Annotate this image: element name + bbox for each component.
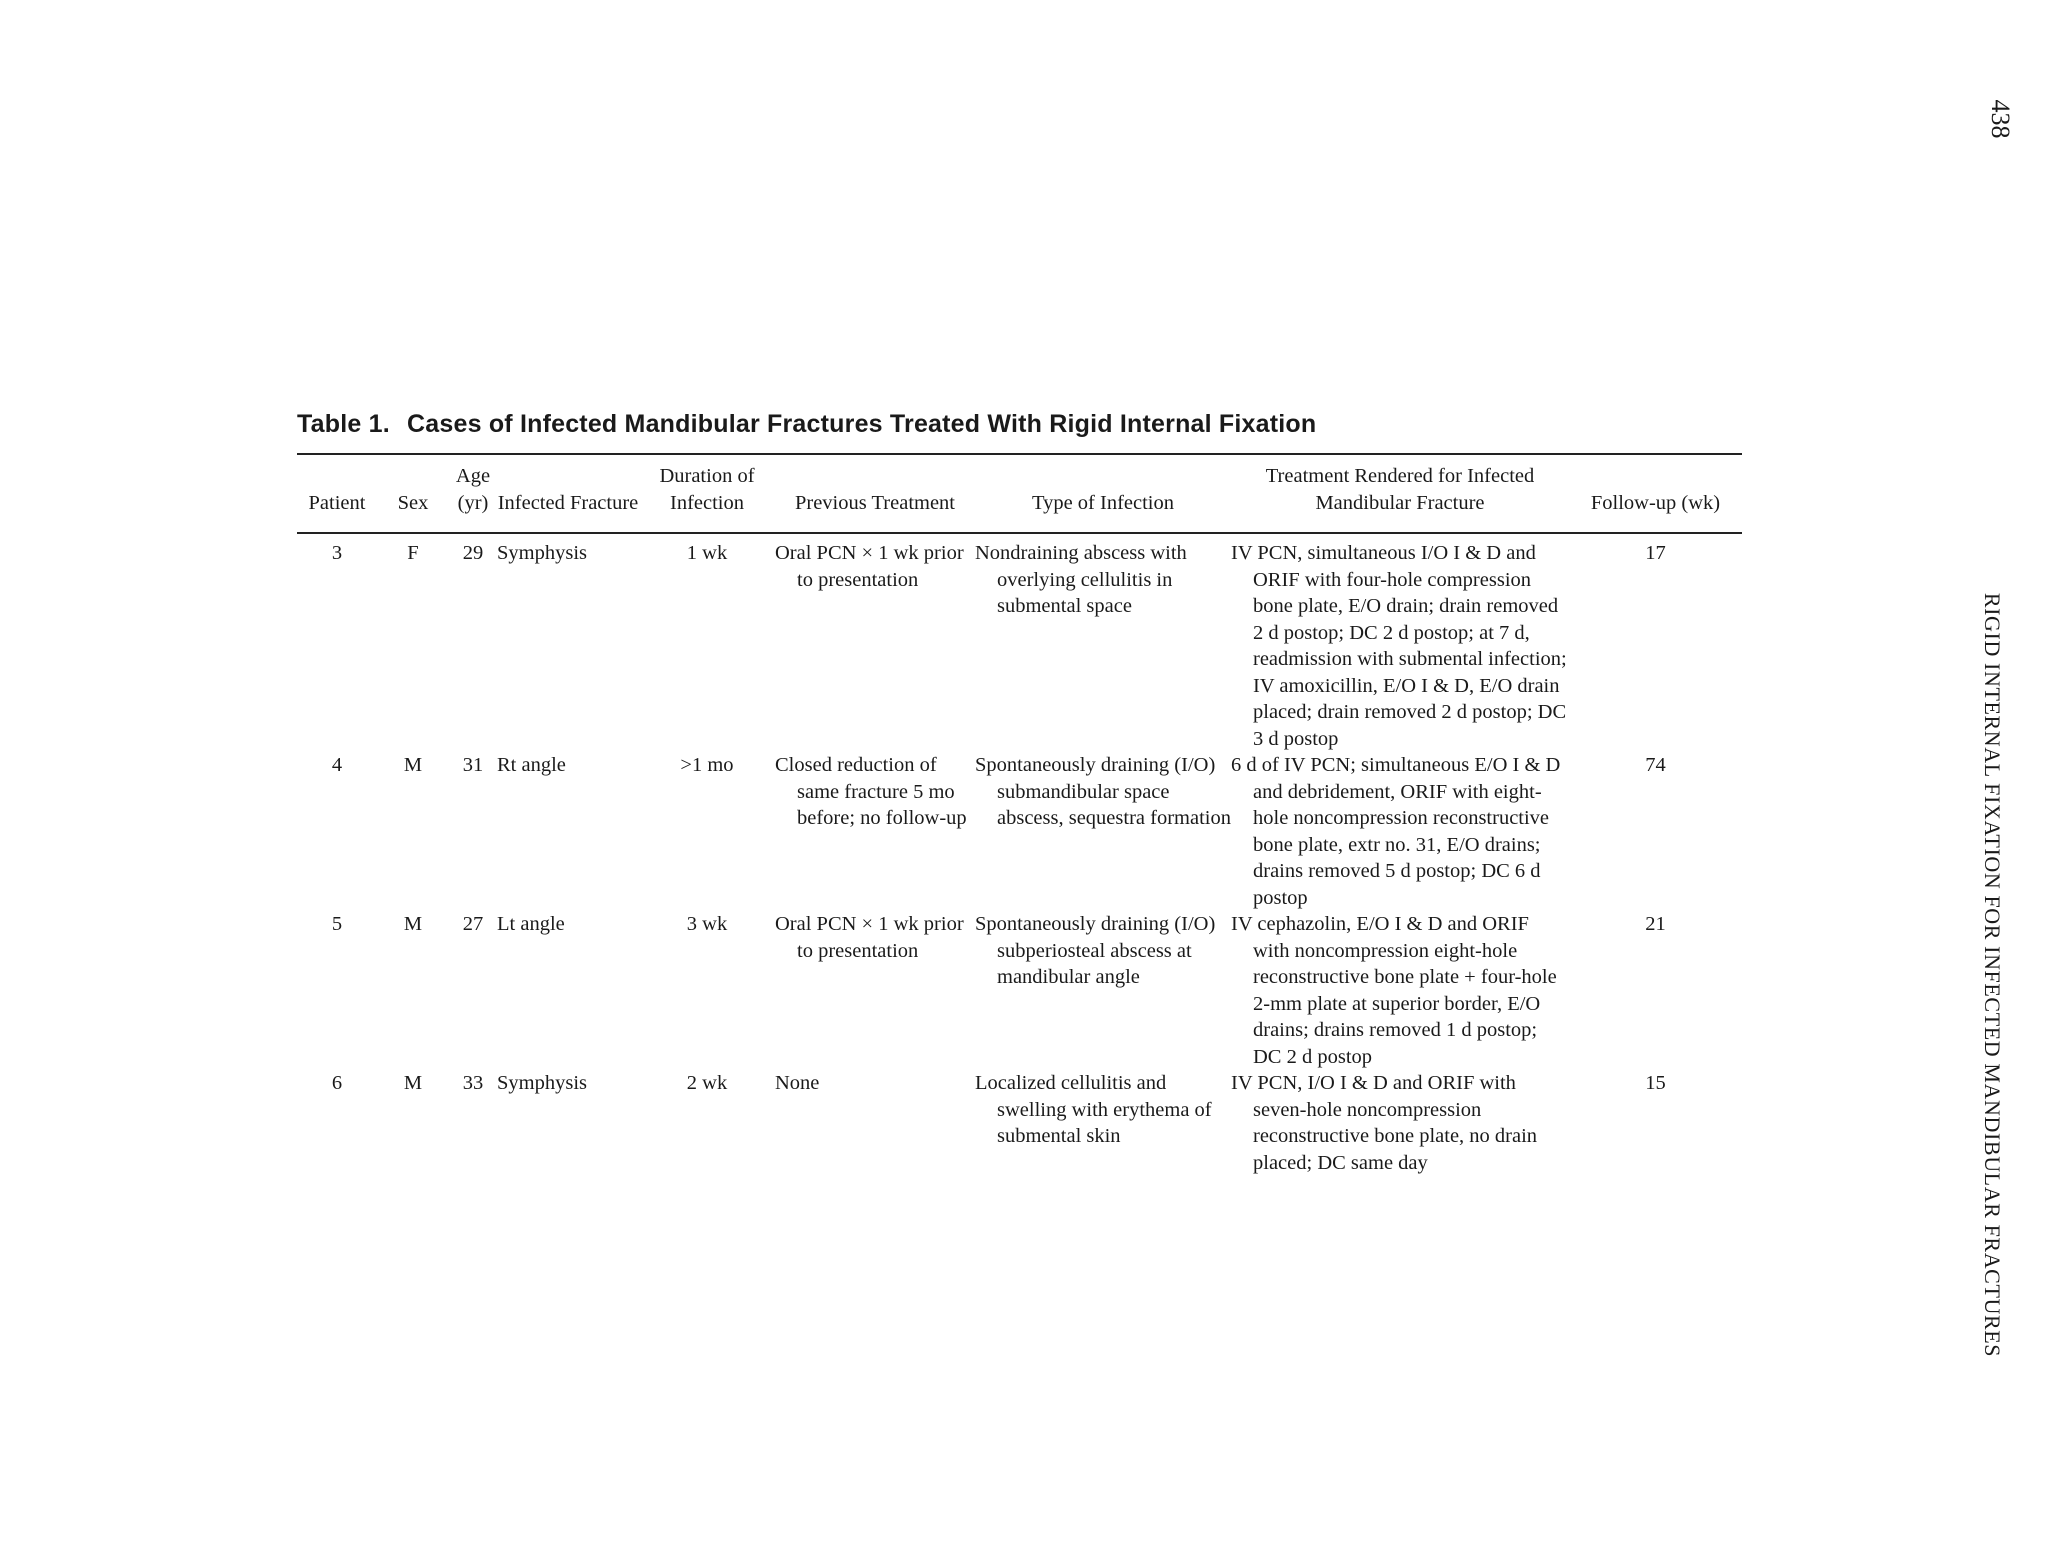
- cell-duration: >1 mo: [680, 754, 734, 776]
- cell-duration: 2 wk: [686, 1072, 728, 1094]
- cell-followup: 15: [1645, 1072, 1666, 1094]
- header-age: Age (yr): [455, 465, 491, 514]
- header-patient: Patient: [308, 491, 366, 514]
- cell-previous: None: [775, 1072, 820, 1094]
- header-duration: Duration of Infection: [659, 465, 755, 514]
- header-followup: Follow-up (wk): [1590, 491, 1721, 514]
- cell-followup: 17: [1645, 542, 1666, 564]
- cell-fracture: Symphysis: [497, 1072, 587, 1094]
- cell-infection-type: Nondraining abscess with overlying cellulitis in submental space: [975, 542, 1187, 617]
- cell-patient: 4: [331, 754, 343, 776]
- cell-previous: Closed reduction of same fracture 5 mo before; no follow-up: [775, 754, 967, 829]
- cell-followup: 74: [1645, 754, 1666, 776]
- table-title: [297, 410, 1316, 439]
- table-top-rule: [297, 453, 1742, 455]
- cell-previous: Oral PCN × 1 wk prior to presentation: [775, 913, 964, 962]
- table-row: [297, 522, 1742, 752]
- cell-patient: 3: [331, 542, 343, 564]
- cell-age: 33: [462, 1072, 484, 1094]
- page-number: 438: [1986, 99, 2015, 139]
- cases-table: [297, 462, 1742, 1176]
- cell-followup: 21: [1645, 913, 1666, 935]
- header-row: [297, 462, 1742, 522]
- table-caption: Cases of Infected Mandibular Fractures Treated With Rigid Internal Fixation: [407, 410, 1317, 438]
- table-header: [297, 462, 1742, 522]
- header-infection-type: Type of Infection: [1031, 491, 1174, 514]
- cell-age: 27: [462, 913, 484, 935]
- cell-age: 29: [462, 542, 484, 564]
- cell-duration: 1 wk: [686, 542, 728, 564]
- cell-infection-type: Spontaneously draining (I/O) submandibular space abscess, sequestra formation: [975, 754, 1231, 829]
- cell-treatment: IV PCN, simultaneous I/O I & D and ORIF with four-hole compression bone plate, E/O drain; drain removed 2 d postop; DC 2 d postop; at 7 d, readmission with submental infection; IV amoxicillin, E/O I & D, E/O drain placed; drain removed 2 d postop; DC 3 d postop: [1231, 542, 1567, 750]
- cell-duration: 3 wk: [686, 913, 728, 935]
- cell-infection-type: Spontaneously draining (I/O) subperiosteal abscess at mandibular angle: [975, 913, 1216, 988]
- cell-patient: 5: [331, 913, 343, 935]
- cell-treatment: 6 d of IV PCN; simultaneous E/O I & D and debridement, ORIF with eight-hole noncompression reconstructive bone plate, extr no. 31, E/O drains; drains removed 5 d postop; DC 6 d postop: [1231, 754, 1561, 909]
- table-row: [297, 911, 1742, 1070]
- table-row: [297, 752, 1742, 911]
- header-sex: Sex: [397, 491, 429, 514]
- table-body: [297, 522, 1742, 1176]
- running-head: RIGID INTERNAL FIXATION FOR INFECTED MANDIBULAR FRACTURES: [1980, 592, 2005, 1358]
- cell-sex: F: [407, 542, 419, 564]
- cell-sex: M: [403, 1072, 423, 1094]
- cell-fracture: Lt angle: [497, 913, 565, 935]
- header-previous: Previous Treatment: [794, 491, 956, 514]
- cell-fracture: Rt angle: [497, 754, 566, 776]
- cell-age: 31: [462, 754, 484, 776]
- header-treatment: Treatment Rendered for Infected Mandibular Fracture: [1265, 465, 1535, 514]
- cell-fracture: Symphysis: [497, 542, 587, 564]
- header-fracture: Infected Fracture: [497, 491, 639, 514]
- cell-previous: Oral PCN × 1 wk prior to presentation: [775, 542, 964, 591]
- table-label: Table 1.: [297, 410, 390, 438]
- cell-infection-type: Localized cellulitis and swelling with erythema of submental skin: [975, 1072, 1212, 1147]
- table-row: [297, 1070, 1742, 1176]
- cell-sex: M: [403, 754, 423, 776]
- cell-sex: M: [403, 913, 423, 935]
- cell-patient: 6: [331, 1072, 343, 1094]
- cell-treatment: IV PCN, I/O I & D and ORIF with seven-hole noncompression reconstructive bone plate, no drain placed; DC same day: [1231, 1072, 1538, 1174]
- cell-treatment: IV cephazolin, E/O I & D and ORIF with noncompression eight-hole reconstructive bone plate + four-hole 2-mm plate at superior border, E/O drains; drains removed 1 d postop; DC 2 d postop: [1231, 913, 1557, 1068]
